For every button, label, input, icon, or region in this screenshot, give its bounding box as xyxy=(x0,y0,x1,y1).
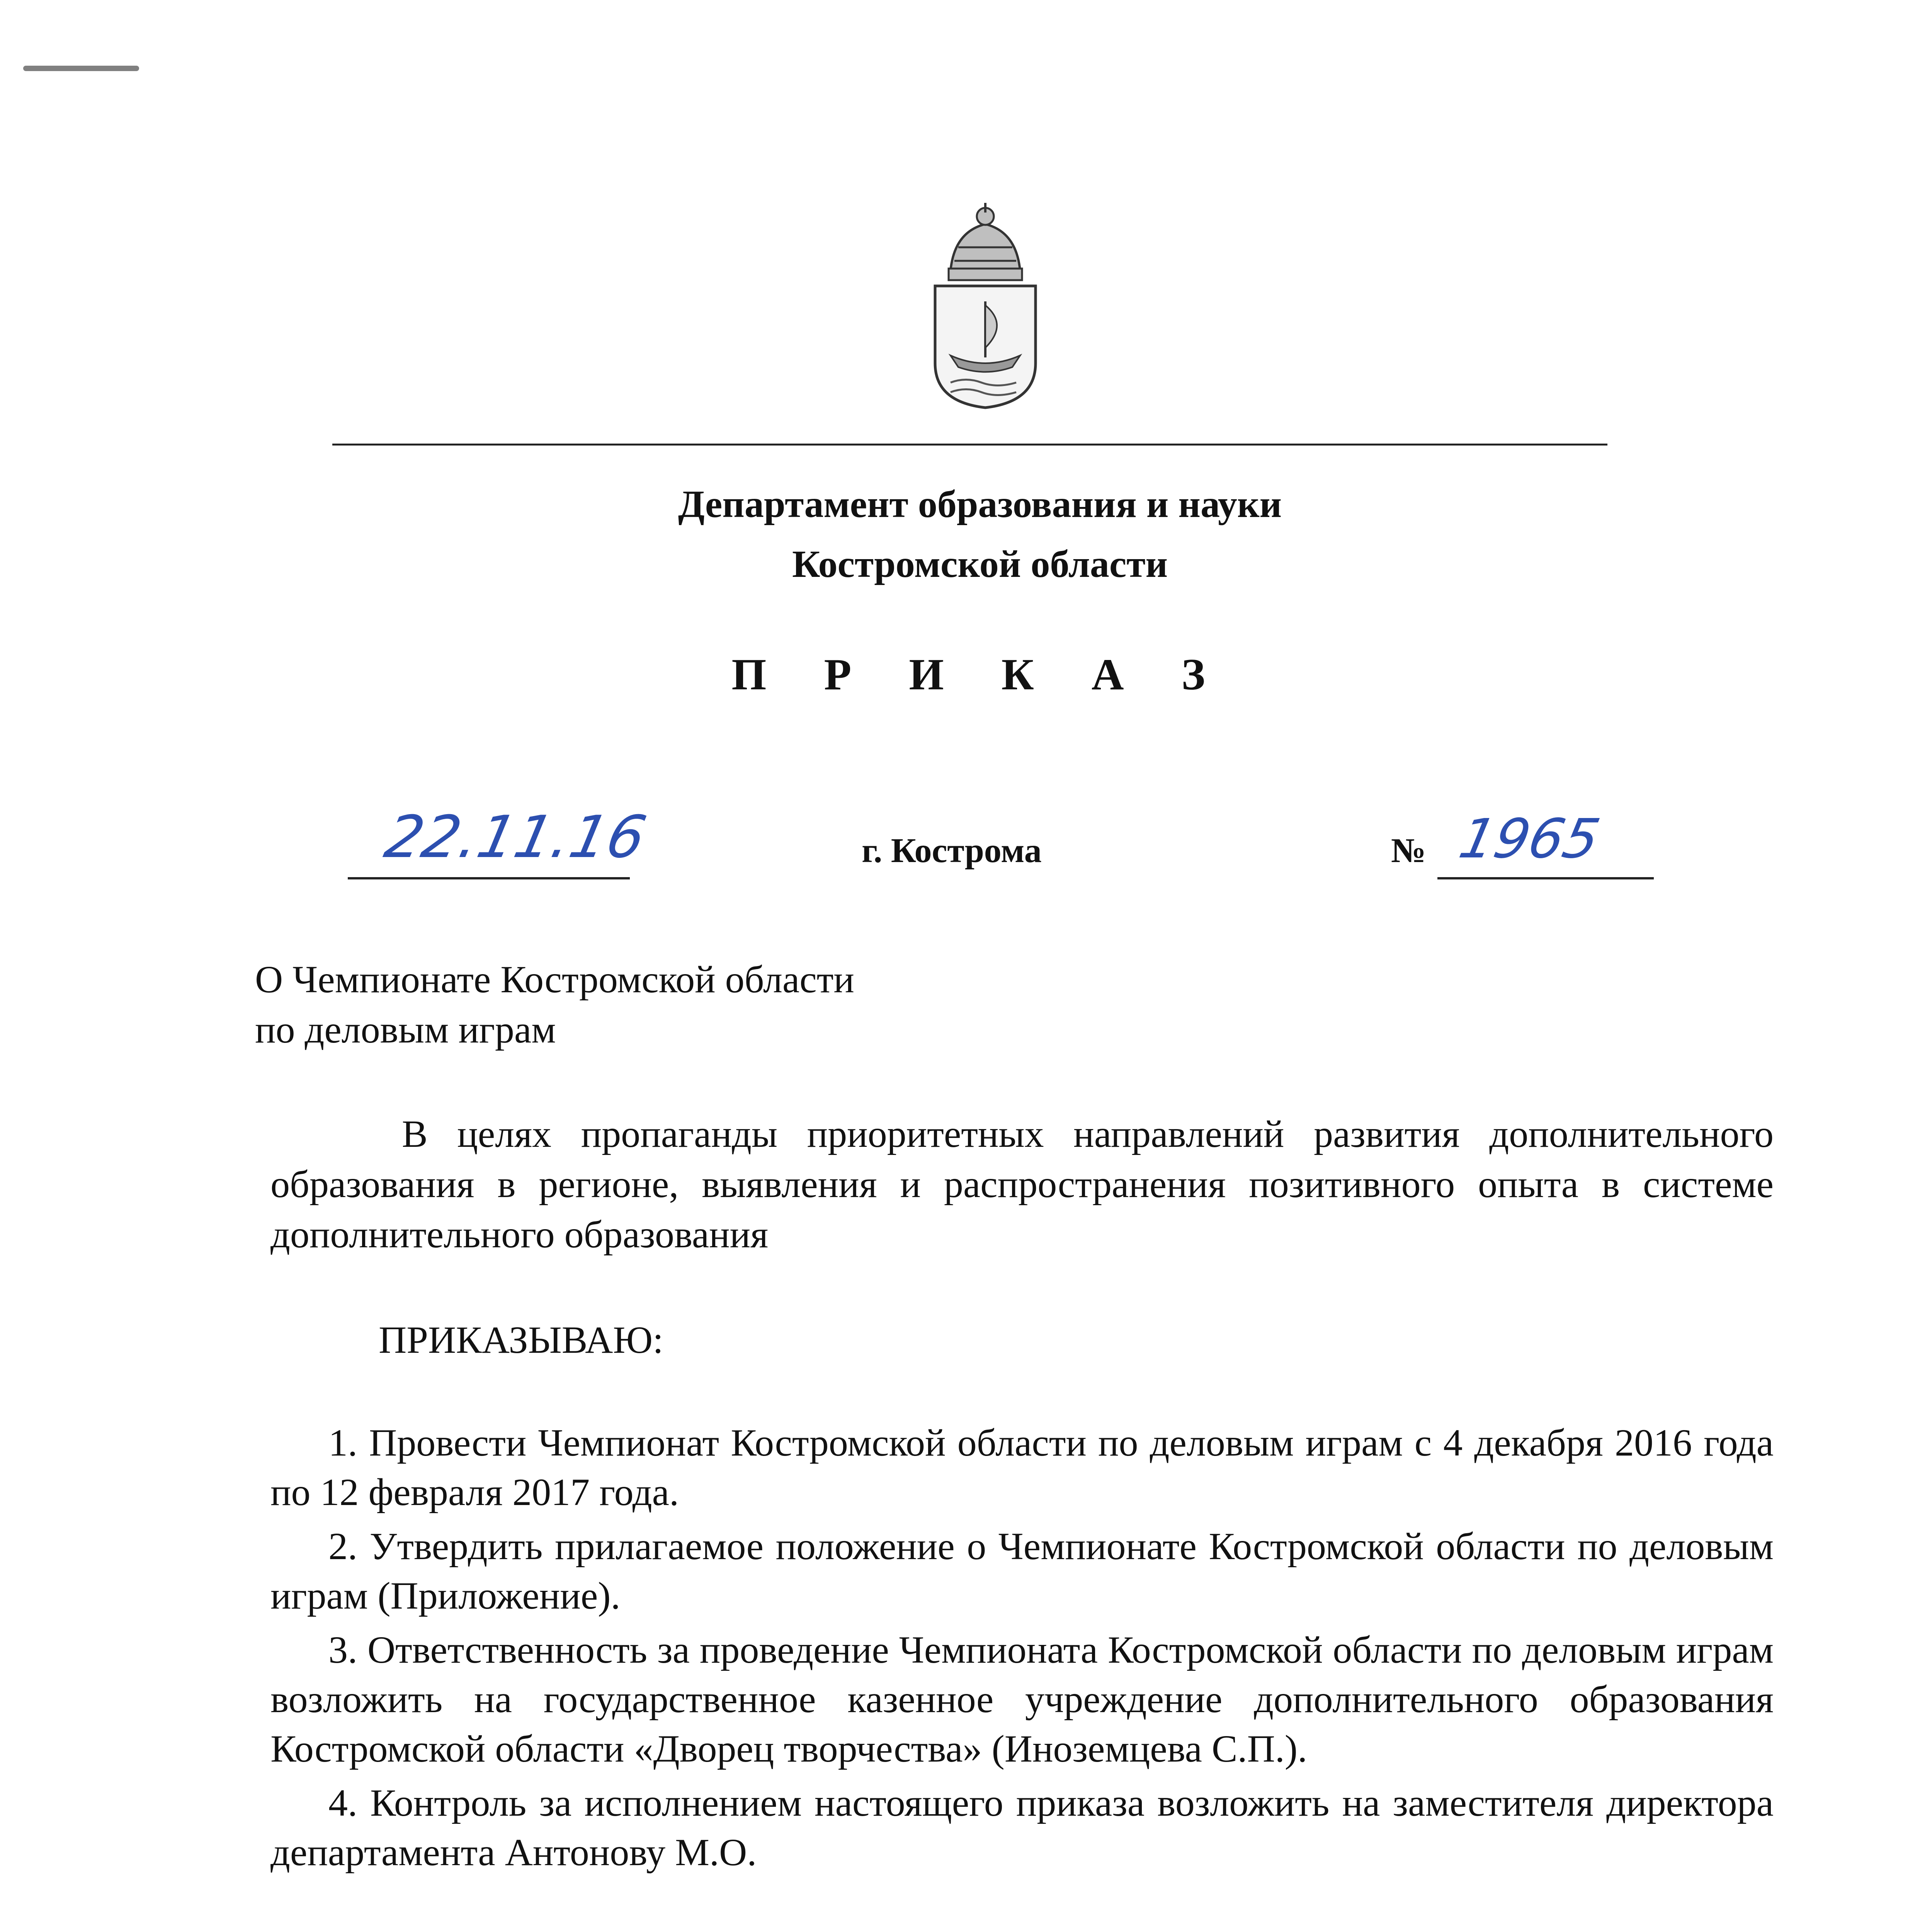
preamble-paragraph: В целях пропаганды приоритетных направлений развития дополнительного образования в регионе, выявления и распространения позитивного опыта в системе дополнительного образования xyxy=(270,1112,1774,1256)
order-number-handwritten: 1965 xyxy=(1454,808,1605,871)
department-name-line2: Костромской области xyxy=(792,543,1168,585)
city-label: г. Кострома xyxy=(862,832,1042,870)
document-type-title: П Р И К А З xyxy=(731,650,1228,699)
order-items-list xyxy=(270,1418,1774,1882)
decree-word: ПРИКАЗЫВАЮ: xyxy=(379,1318,663,1361)
scan-mark xyxy=(23,66,139,71)
date-underline xyxy=(348,877,630,879)
subject-line2: по деловым играм xyxy=(255,1008,556,1051)
number-underline xyxy=(1437,877,1654,879)
subject-line1: О Чемпионате Костромской области xyxy=(255,958,854,1001)
order-item-2: 2. Утвердить прилагаемое положение о Чемпионате Костромской области по деловым играм (Приложение). xyxy=(270,1525,1774,1617)
order-item-3: 3. Ответственность за проведение Чемпионата Костромской области по деловым играм возложить на государственное казенное учреждение дополнительного образования Костромской области «Дворец творчества» (Иноземцева С.П.). xyxy=(270,1628,1774,1770)
order-item-4: 4. Контроль за исполнением настоящего приказа возложить на заместителя директора департамента Антонову М.О. xyxy=(270,1781,1774,1874)
header-rule xyxy=(332,444,1607,446)
coat-of-arms-emblem xyxy=(927,201,1043,410)
department-name-line1: Департамент образования и науки xyxy=(678,483,1282,526)
order-item-1: 1. Провести Чемпионат Костромской области по деловым играм с 4 декабря 2016 года по 12 февраля 2017 года. xyxy=(270,1421,1774,1514)
order-date-handwritten: 22.11.16 xyxy=(379,804,652,871)
number-sign: № xyxy=(1391,832,1426,870)
